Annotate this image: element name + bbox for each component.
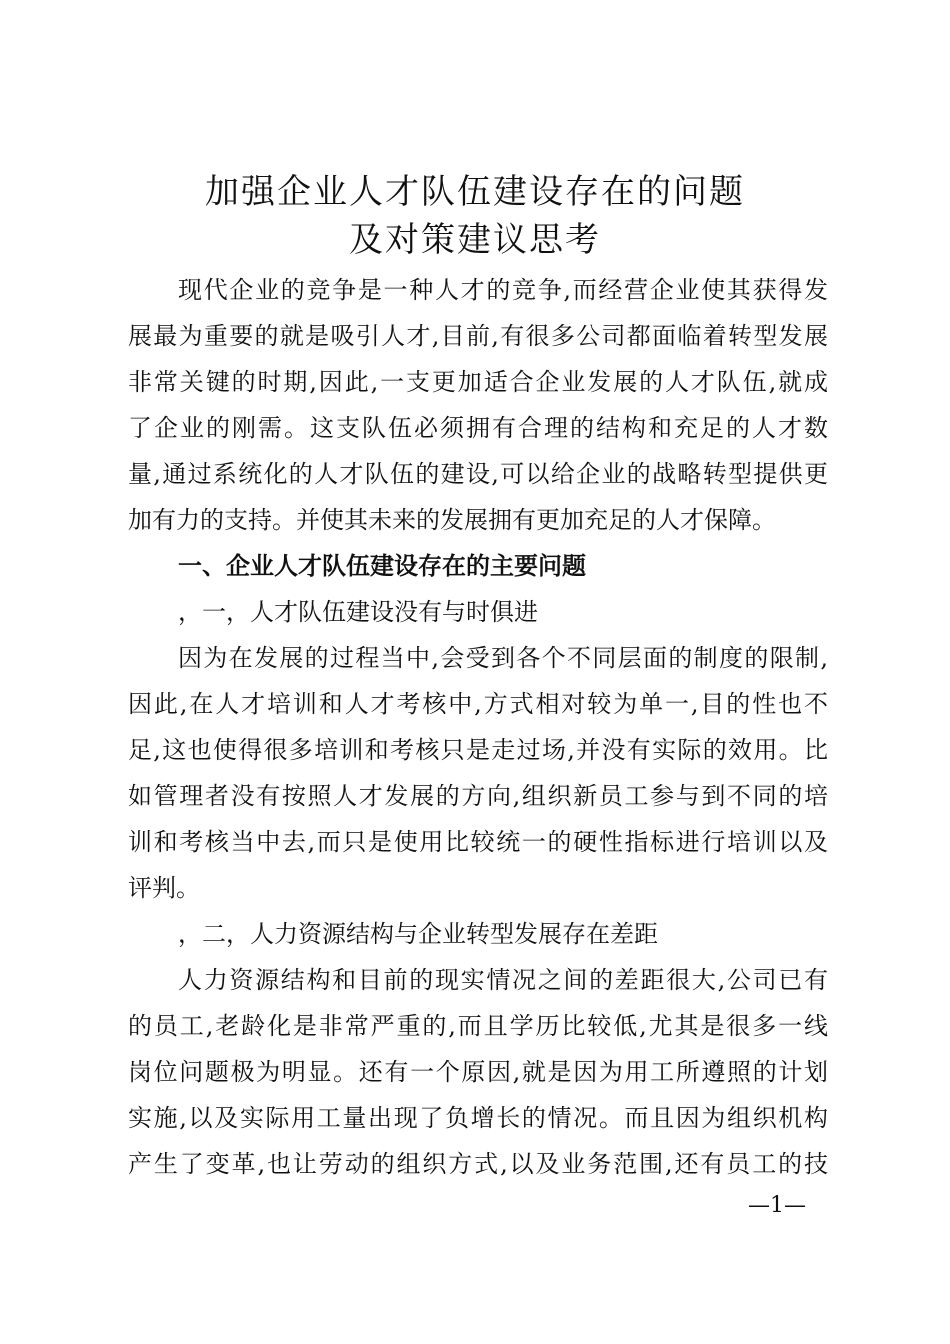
sub1-line-6: 评判。 (128, 874, 200, 902)
sub1-line-3: 足,这也使得很多培训和考核只是走过场,并没有实际的效用。比 (128, 736, 828, 764)
sub1-line-5: 训和考核当中去,而只是使用比较统一的硬性指标进行培训以及 (128, 828, 828, 856)
intro-line-3: 非常关键的时期,因此,一支更加适合企业发展的人才队伍,就成 (128, 368, 828, 396)
intro-line-1: 现代企业的竞争是一种人才的竞争,而经营企业使其获得发 (178, 276, 828, 304)
sub2-line-1: 人力资源结构和目前的现实情况之间的差距很大,公司已有 (178, 966, 828, 994)
sub1-line-4: 如管理者没有按照人才发展的方向,组织新员工参与到不同的培 (128, 782, 828, 810)
sub1-line-2: 因此,在人才培训和人才考核中,方式相对较为单一,目的性也不 (128, 690, 828, 718)
subsection-1-heading: ，一，人才队伍建设没有与时俱进 (178, 598, 538, 626)
section-1-heading: 一、企业人才队伍建设存在的主要问题 (178, 552, 586, 580)
title-line-2: 及对策建议思考 (349, 220, 601, 260)
subsection-2-heading: ，二，人力资源结构与企业转型发展存在差距 (178, 920, 658, 948)
intro-line-5: 量,通过系统化的人才队伍的建设,可以给企业的战略转型提供更 (128, 460, 828, 488)
sub2-line-3: 岗位问题极为明显。还有一个原因,就是因为用工所遵照的计划 (128, 1058, 828, 1086)
sub2-line-2: 的员工,老龄化是非常严重的,而且学历比较低,尤其是很多一线 (128, 1012, 828, 1040)
title-line-1: 加强企业人才队伍建设存在的问题 (205, 172, 745, 212)
page-number: —1— (748, 1193, 806, 1218)
intro-line-6: 加有力的支持。并使其未来的发展拥有更加充足的人才保障。 (128, 506, 776, 534)
intro-line-4: 了企业的刚需。这支队伍必须拥有合理的结构和充足的人才数 (128, 414, 828, 442)
intro-line-2: 展最为重要的就是吸引人才,目前,有很多公司都面临着转型发展 (128, 322, 828, 350)
sub2-line-4: 实施,以及实际用工量出现了负增长的情况。而且因为组织机构 (128, 1104, 828, 1132)
sub1-line-1: 因为在发展的过程当中,会受到各个不同层面的制度的限制, (178, 644, 828, 672)
sub2-line-5: 产生了变革,也让劳动的组织方式,以及业务范围,还有员工的技 (128, 1150, 828, 1178)
